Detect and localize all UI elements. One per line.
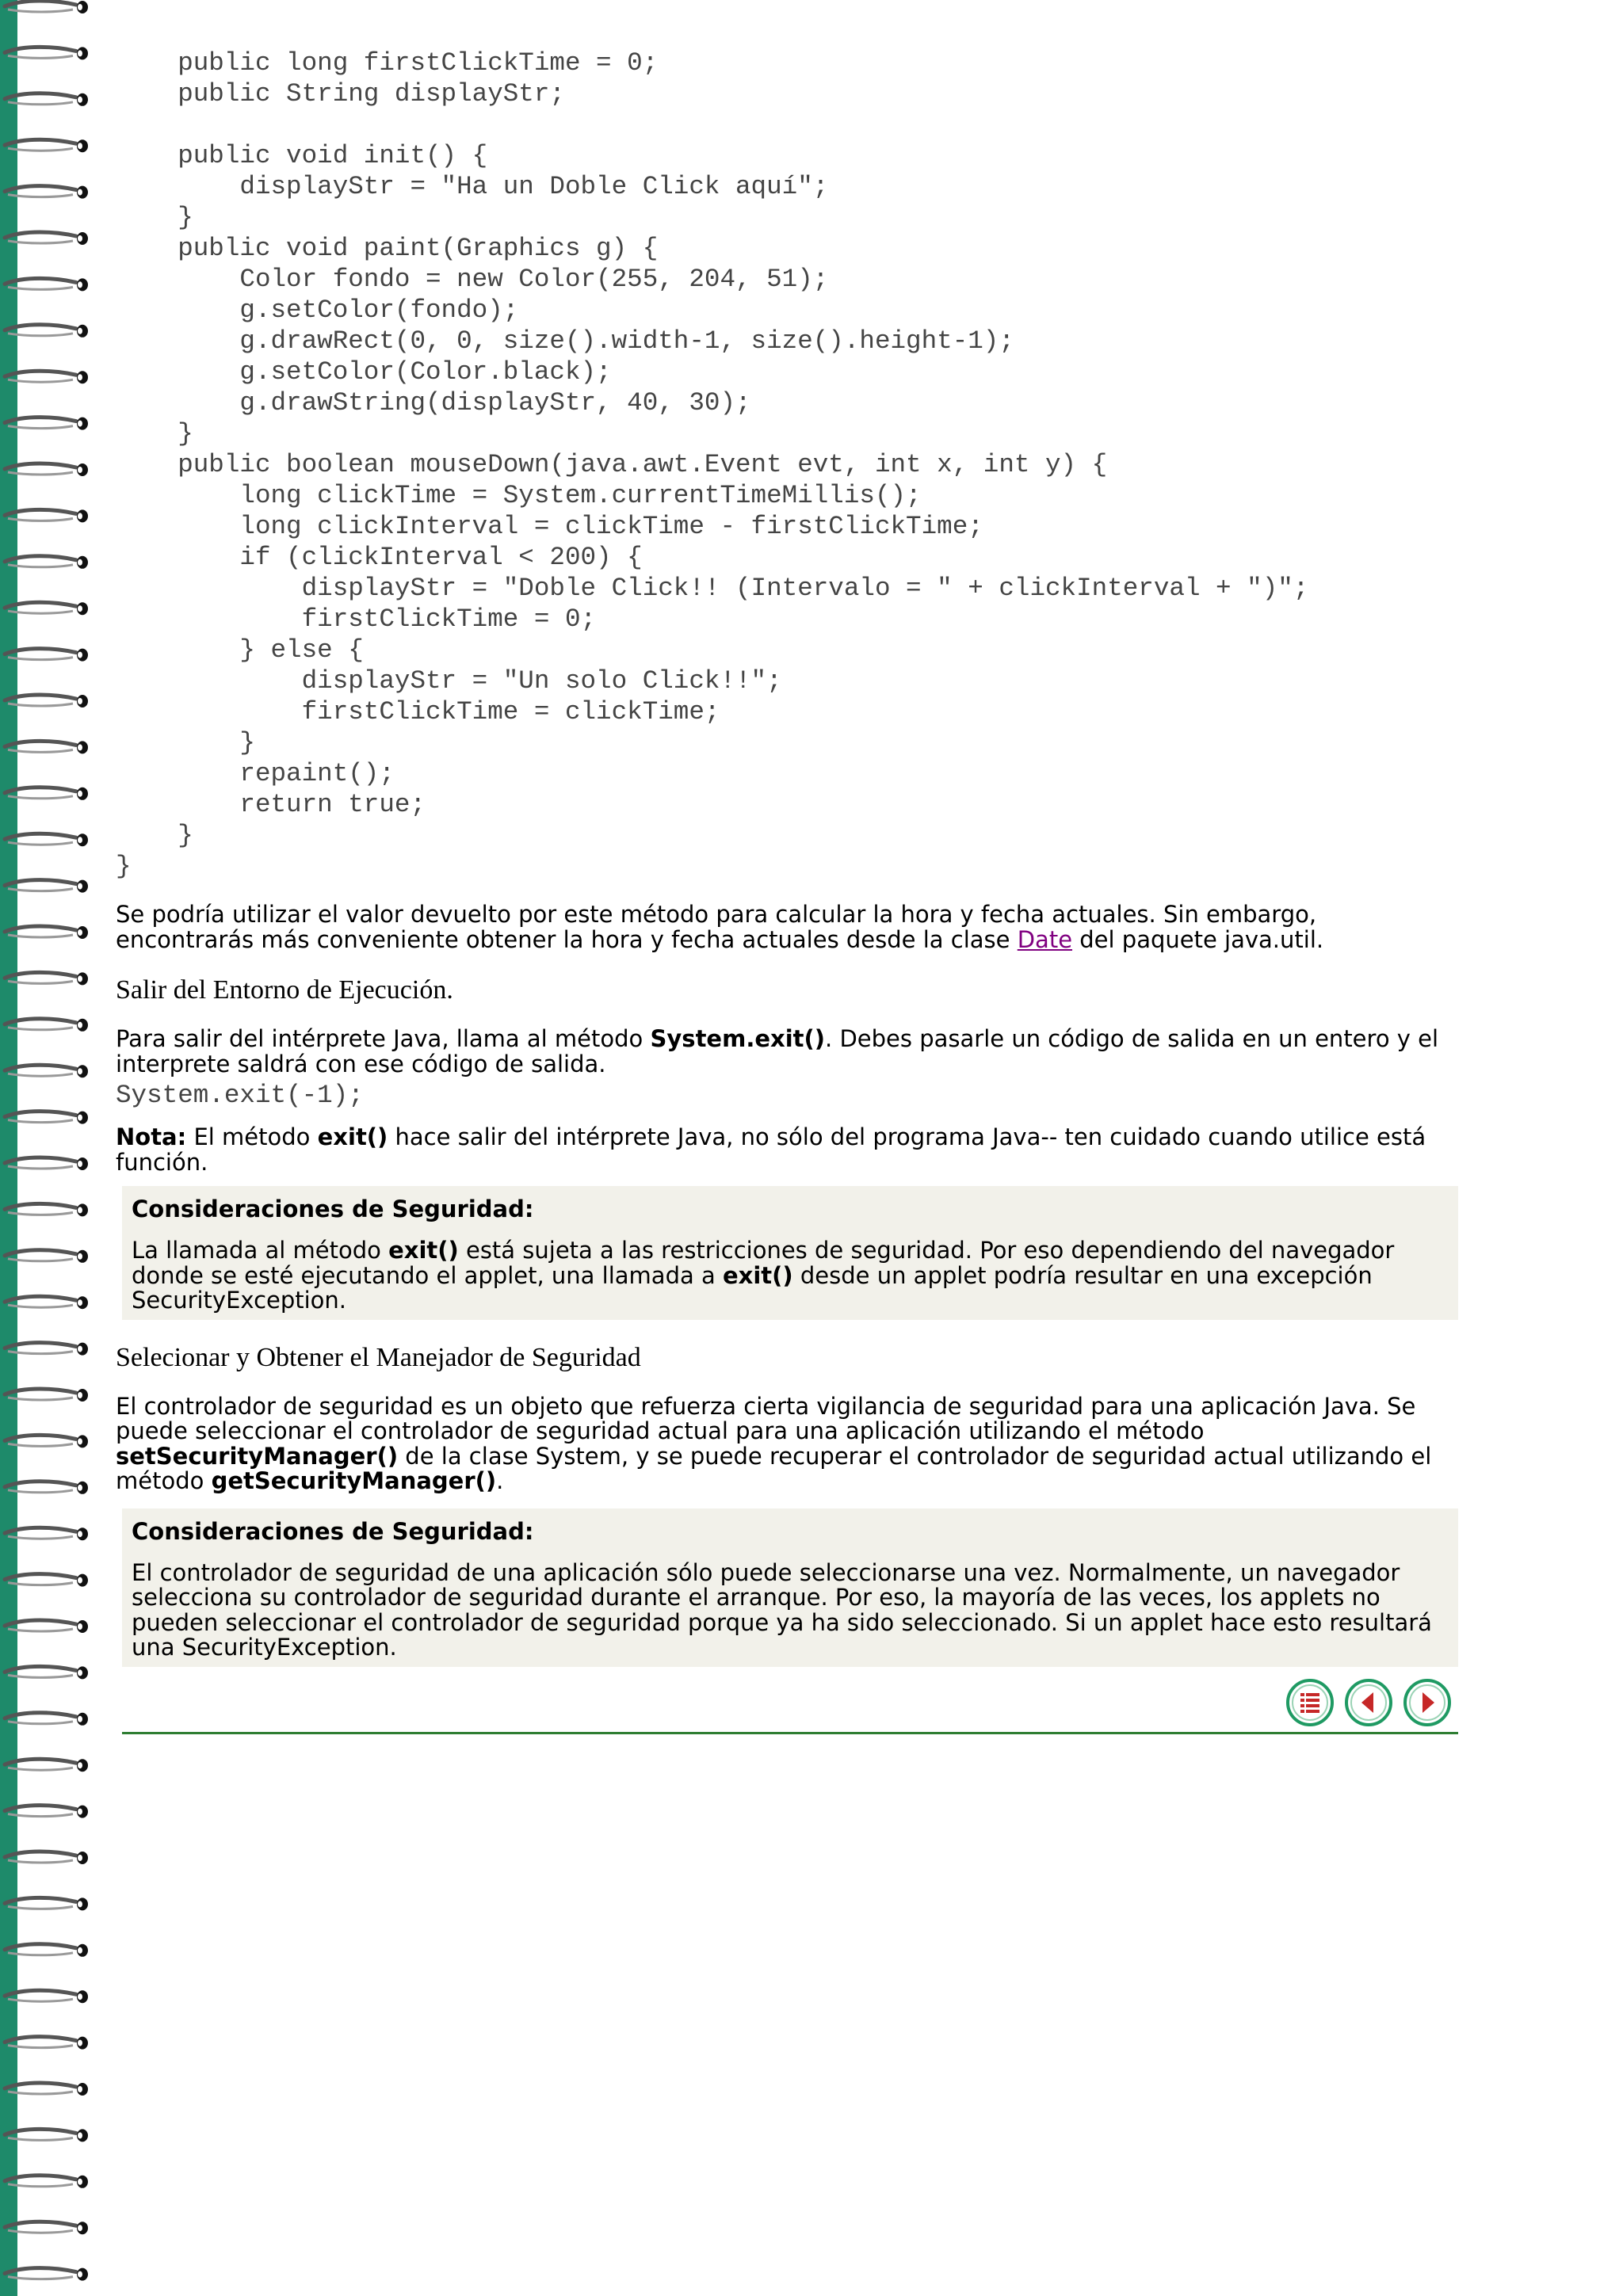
method-name: exit() (317, 1123, 388, 1150)
note-paragraph: Nota: El método exit() hace salir del intérprete Java, no sólo del programa Java-- ten cuidado cuando utilice está función. (116, 1123, 1426, 1176)
method-name: setSecurityManager() (116, 1442, 399, 1470)
code-line: return true; (116, 790, 426, 819)
note-label: Nota: (116, 1123, 187, 1150)
navigation-bar (116, 1667, 1460, 1732)
code-line: public String displayStr; (116, 79, 565, 109)
code-line: g.drawRect(0, 0, size().width-1, size().height-1); (116, 326, 1014, 356)
section-heading-security-manager: Selecionar y Obtener el Manejador de Seguridad (116, 1342, 641, 1372)
spiral-binding-graphic (0, 0, 89, 2296)
code-line: public boolean mouseDown(java.awt.Event evt, int x, int y) { (116, 450, 1108, 479)
next-icon[interactable] (1403, 1678, 1452, 1727)
code-block (116, 48, 1460, 882)
document-body (116, 48, 1460, 1734)
code-line: } (116, 821, 193, 850)
code-line: if (clickInterval < 200) { (116, 543, 643, 572)
paragraph-security-manager: El controlador de seguridad es un objeto que refuerza cierta vigilancia de seguridad para una aplicación Java. Se puede seleccionar el controlador de seguridad actual para una aplicación utilizando el método setSecurityManager() de la clase System, y se puede recuperar el controlador de seguridad actual utilizando el método getSecurityManager(). (116, 1392, 1432, 1494)
code-line: } else { (116, 635, 364, 665)
callout-title: Consideraciones de Seguridad: (132, 1517, 534, 1545)
code-line: public void init() { (116, 141, 488, 170)
security-callout-exit (122, 1186, 1458, 1320)
method-name: System.exit() (650, 1025, 826, 1052)
index-icon[interactable] (1285, 1678, 1335, 1727)
paragraph-date-hint: Se podría utilizar el valor devuelto por este método para calcular la hora y fecha actuales. Sin embargo, encontrarás más conveniente obtener la hora y fecha actuales desde la clase Date del paquete java.util. (116, 901, 1324, 953)
code-line: } (116, 728, 255, 757)
code-line: long clickInterval = clickTime - firstClickTime; (116, 512, 983, 541)
code-line: } (116, 203, 193, 232)
nav-buttons (1285, 1678, 1452, 1730)
method-name: getSecurityManager() (211, 1467, 497, 1494)
code-line: g.drawString(displayStr, 40, 30); (116, 388, 751, 418)
code-line: g.setColor(fondo); (116, 296, 519, 325)
callout-text: El controlador de seguridad de una aplicación sólo puede seleccionarse una vez. Normalmente, un navegador selecciona su controlador de seguridad durante el arranque. Por eso, la mayoría de las veces, los applets no pueden seleccionar el controlador de seguridad porque ya ha sido seleccionado. Si un applet hace esto resultará una SecurityException. (132, 1558, 1432, 1661)
code-line: public void paint(Graphics g) { (116, 234, 659, 263)
code-line: displayStr = "Doble Click!! (Intervalo = " + clickInterval + ")"; (116, 574, 1309, 603)
code-line: } (116, 419, 193, 448)
code-line: firstClickTime = 0; (116, 605, 597, 634)
callout-text: La llamada al método exit() está sujeta a las restricciones de seguridad. Por eso dependiendo del navegador donde se esté ejecutando el applet, una llamada a exit() desde un applet podría resultar en una excepción SecurityException. (132, 1237, 1395, 1314)
code-line: } (116, 852, 132, 881)
paragraph-exit: Para salir del intérprete Java, llama al método System.exit(). Debes pasarle un código de salida en un entero y el interprete saldrá con ese código de salida. (116, 1025, 1439, 1077)
date-class-link[interactable]: Date (1017, 925, 1073, 953)
section-heading-exit: Salir del Entorno de Ejecución. (116, 975, 453, 1005)
callout-title: Consideraciones de Seguridad: (132, 1196, 534, 1222)
code-line: long clickTime = System.currentTimeMillis(); (116, 481, 922, 510)
code-line: Color fondo = new Color(255, 204, 51); (116, 265, 829, 294)
security-callout-manager (122, 1508, 1458, 1667)
code-line: public long firstClickTime = 0; (116, 48, 659, 78)
spiral-binding (0, 0, 89, 2296)
code-line: firstClickTime = clickTime; (116, 697, 720, 727)
footer-divider (122, 1732, 1458, 1734)
code-line: displayStr = "Un solo Click!!"; (116, 666, 782, 696)
code-line: g.setColor(Color.black); (116, 357, 612, 387)
code-line: repaint(); (116, 759, 395, 788)
previous-icon[interactable] (1344, 1678, 1393, 1727)
exit-code-example: System.exit(-1); (116, 1081, 364, 1110)
code-line: displayStr = "Ha un Doble Click aquí"; (116, 172, 829, 201)
